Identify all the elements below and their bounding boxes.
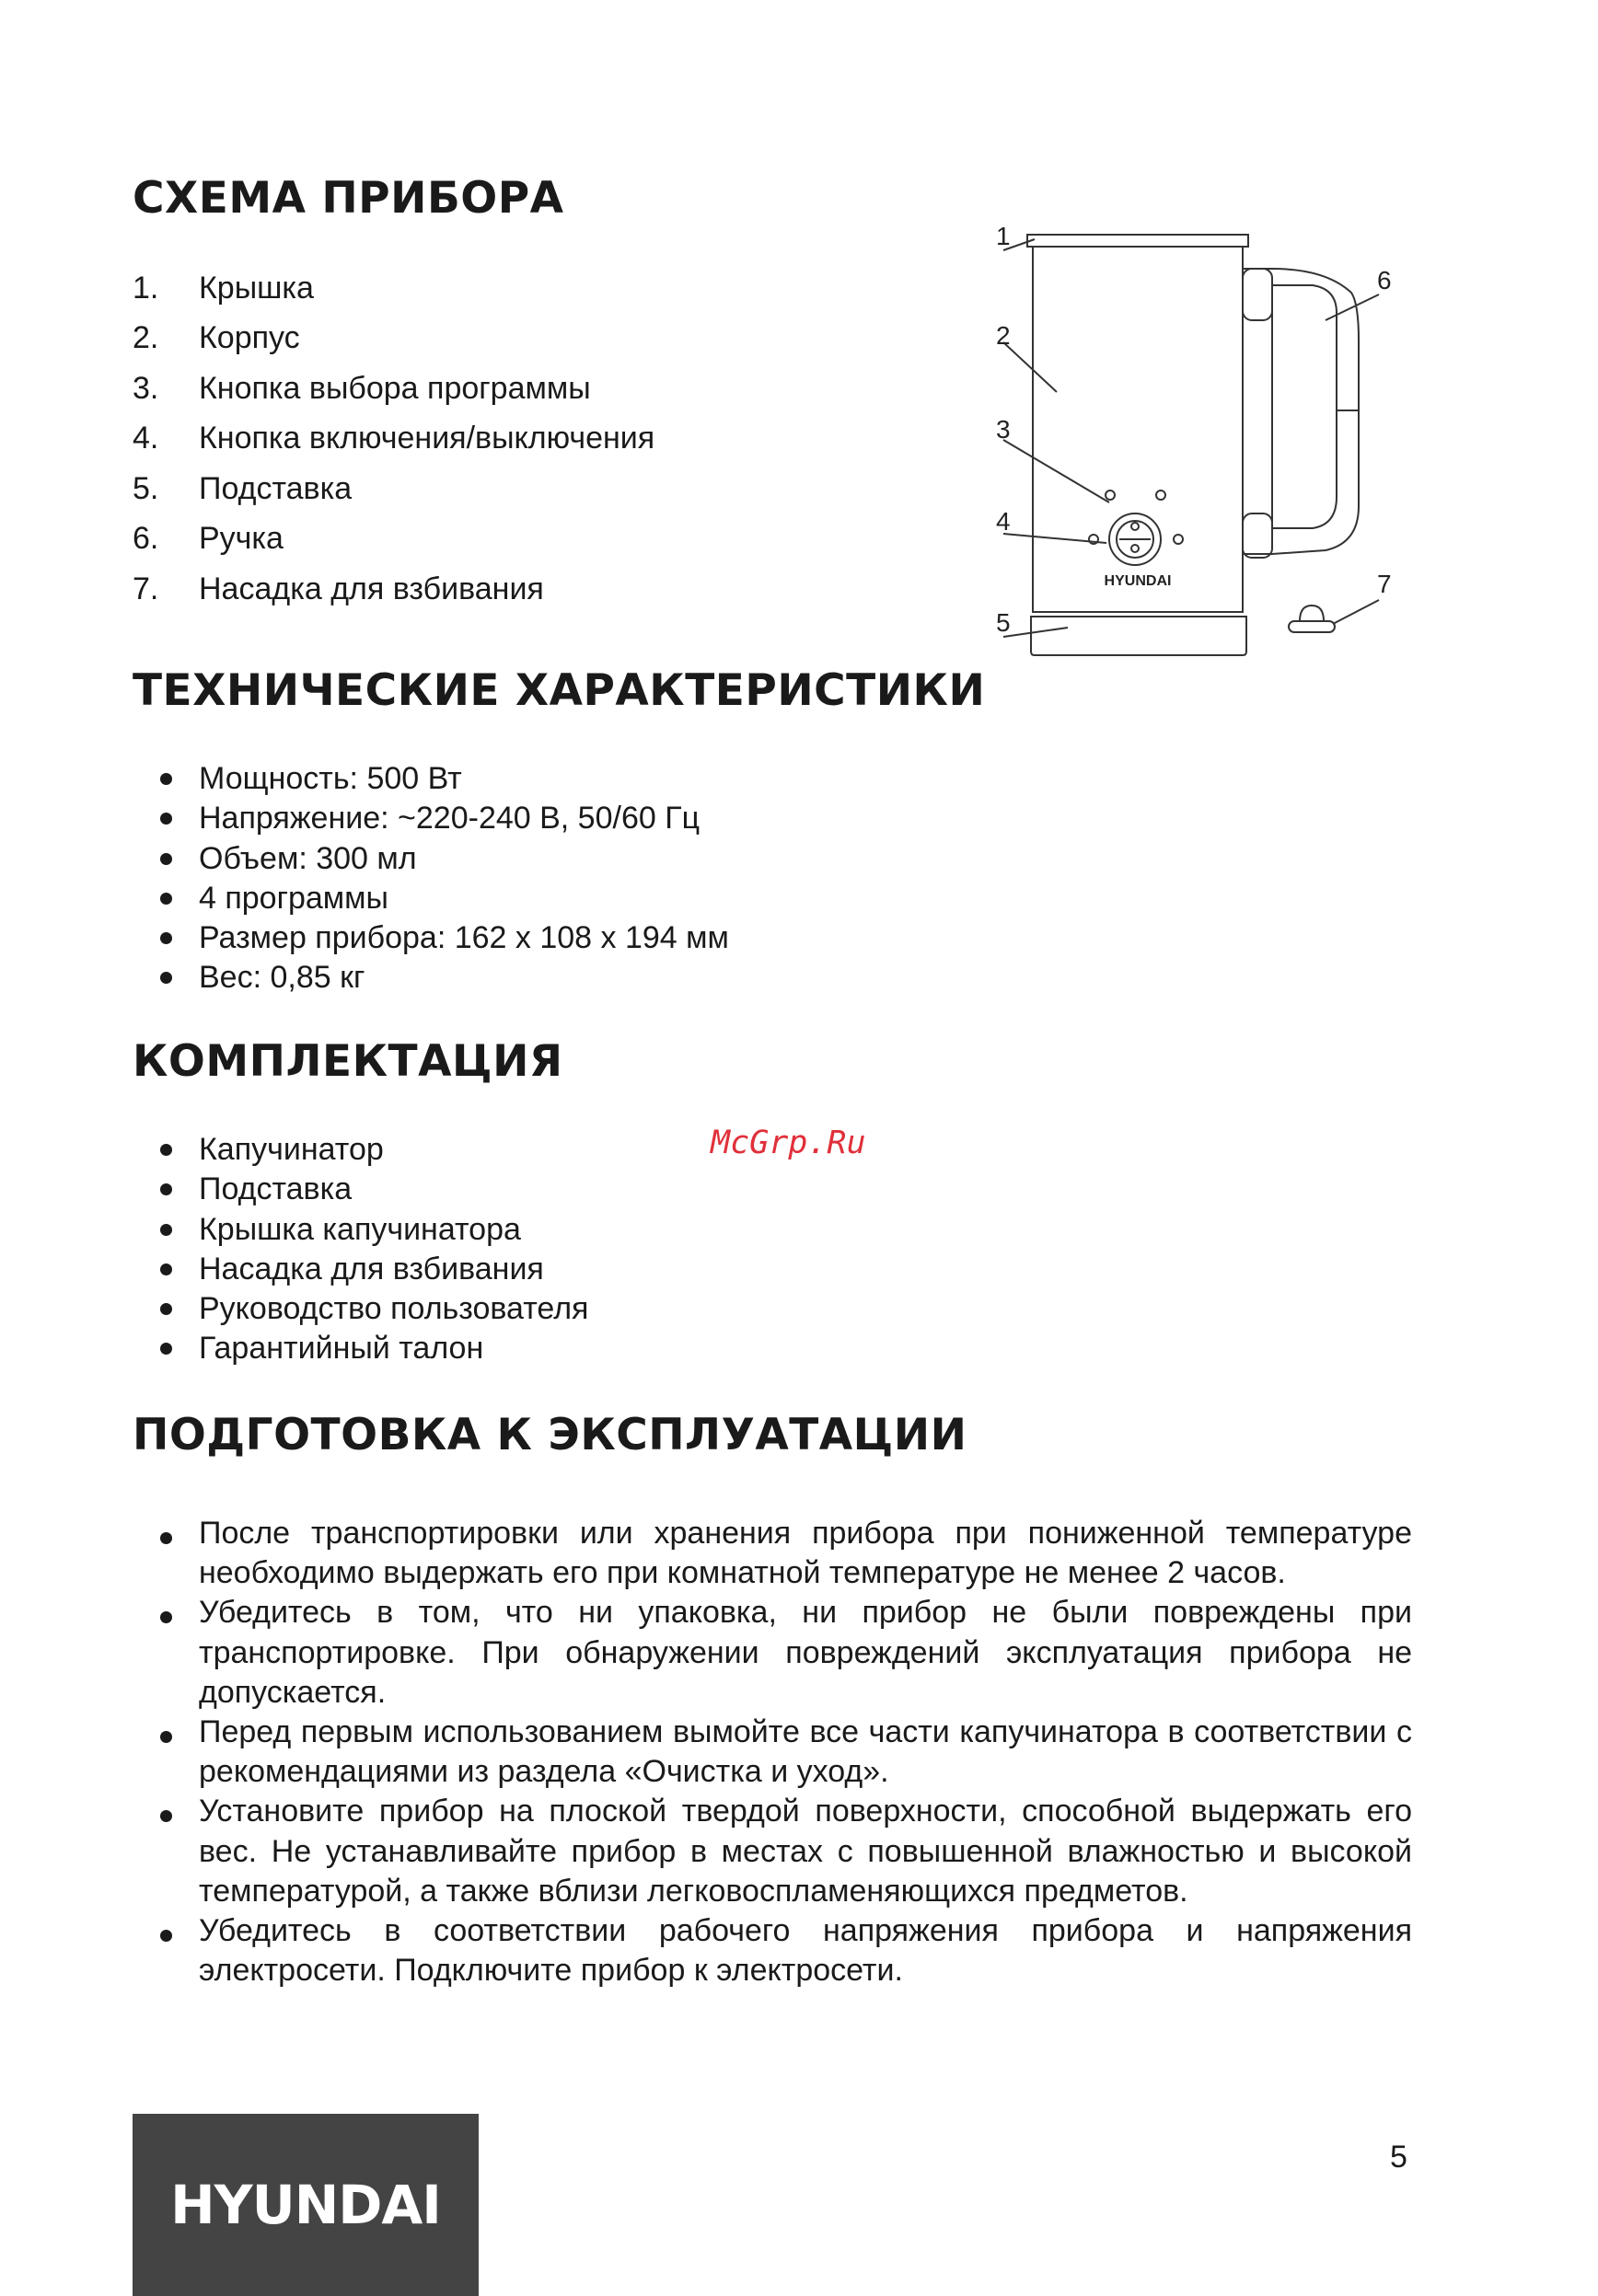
preparation-list bbox=[133, 1514, 1412, 1990]
list-item: 7. Насадка для взбивания bbox=[133, 571, 544, 606]
list-item: Подставка bbox=[133, 1170, 703, 1209]
list-item: Капучинатор bbox=[133, 1130, 703, 1170]
callout-5: 5 bbox=[996, 608, 1011, 637]
package-list bbox=[133, 1130, 703, 1369]
scheme-parts-list bbox=[133, 263, 961, 615]
device-brand-label: HYUNDAI bbox=[1104, 573, 1172, 589]
callout-7: 7 bbox=[1377, 570, 1392, 598]
list-item: Установите прибор на плоской твердой поверхности, способной выдержать его вес. Не устанавливайте прибор в местах с повышенной влажностью и высокой температурой, а также вблизи легковоспламеняющихся предметов. bbox=[133, 1792, 1412, 1911]
list-item: Мощность: 500 Вт bbox=[133, 759, 961, 799]
section-title-package: КОМПЛЕКТАЦИЯ bbox=[133, 1036, 563, 1087]
list-item: 4 программы bbox=[133, 879, 961, 918]
callout-1: 1 bbox=[996, 222, 1011, 250]
list-item: Крышка капучинатора bbox=[133, 1210, 703, 1250]
list-item: Размер прибора: 162 х 108 х 194 мм bbox=[133, 918, 961, 958]
callout-4: 4 bbox=[996, 507, 1011, 536]
list-item: Вес: 0,85 кг bbox=[133, 958, 961, 998]
list-item: 2. Корпус bbox=[133, 320, 300, 356]
section-title-specs: ТЕХНИЧЕСКИЕ ХАРАКТЕРИСТИКИ bbox=[133, 665, 986, 716]
page-number: 5 bbox=[1390, 2140, 1407, 2175]
list-item: Руководство пользователя bbox=[133, 1289, 703, 1329]
specs-list bbox=[133, 759, 961, 998]
list-item: Объем: 300 мл bbox=[133, 839, 961, 879]
list-item: Убедитесь в том, что ни упаковка, ни прибор не были повреждены при транспортировке. При обнаружении повреждений эксплуатация прибора не допускается. bbox=[133, 1593, 1412, 1713]
callout-2: 2 bbox=[996, 321, 1011, 350]
list-item: 4. Кнопка включения/выключения bbox=[133, 421, 655, 456]
device-diagram bbox=[976, 221, 1399, 663]
whisk-shape bbox=[1300, 606, 1324, 621]
list-item: Гарантийный талон bbox=[133, 1329, 703, 1368]
list-item: Напряжение: ~220-240 В, 50/60 Гц bbox=[133, 799, 961, 838]
brand-logo bbox=[133, 2114, 479, 2296]
lid-shape bbox=[1027, 235, 1248, 247]
section-title-preparation: ПОДГОТОВКА К ЭКСПЛУАТАЦИИ bbox=[133, 1410, 967, 1460]
list-item: Насадка для взбивания bbox=[133, 1250, 703, 1289]
callout-6: 6 bbox=[1377, 266, 1392, 294]
list-item: 6. Ручка bbox=[133, 521, 284, 557]
list-item: Перед первым использованием вымойте все части капучинатора в соответствии с рекомендациями из раздела «Очистка и уход». bbox=[133, 1713, 1412, 1792]
list-item: 5. Подставка bbox=[133, 470, 353, 506]
list-item: 3. Кнопка выбора программы bbox=[133, 370, 591, 406]
list-item: После транспортировки или хранения прибора при пониженной температуре необходимо выдержать его при комнатной температуре не менее 2 часов. bbox=[133, 1514, 1412, 1593]
watermark: McGrp.Ru bbox=[711, 1125, 866, 1161]
callout-3: 3 bbox=[996, 415, 1011, 444]
base-shape bbox=[1031, 617, 1246, 655]
list-item: Убедитесь в соответствии рабочего напряжения прибора и напряжения электросети. Подключите прибор к электросети. bbox=[133, 1911, 1412, 1990]
section-title-scheme: СХЕМА ПРИБОРА bbox=[133, 173, 564, 224]
brand-logo-text: HYUNDAI bbox=[170, 2174, 441, 2236]
list-item: 1. Крышка bbox=[133, 270, 314, 306]
